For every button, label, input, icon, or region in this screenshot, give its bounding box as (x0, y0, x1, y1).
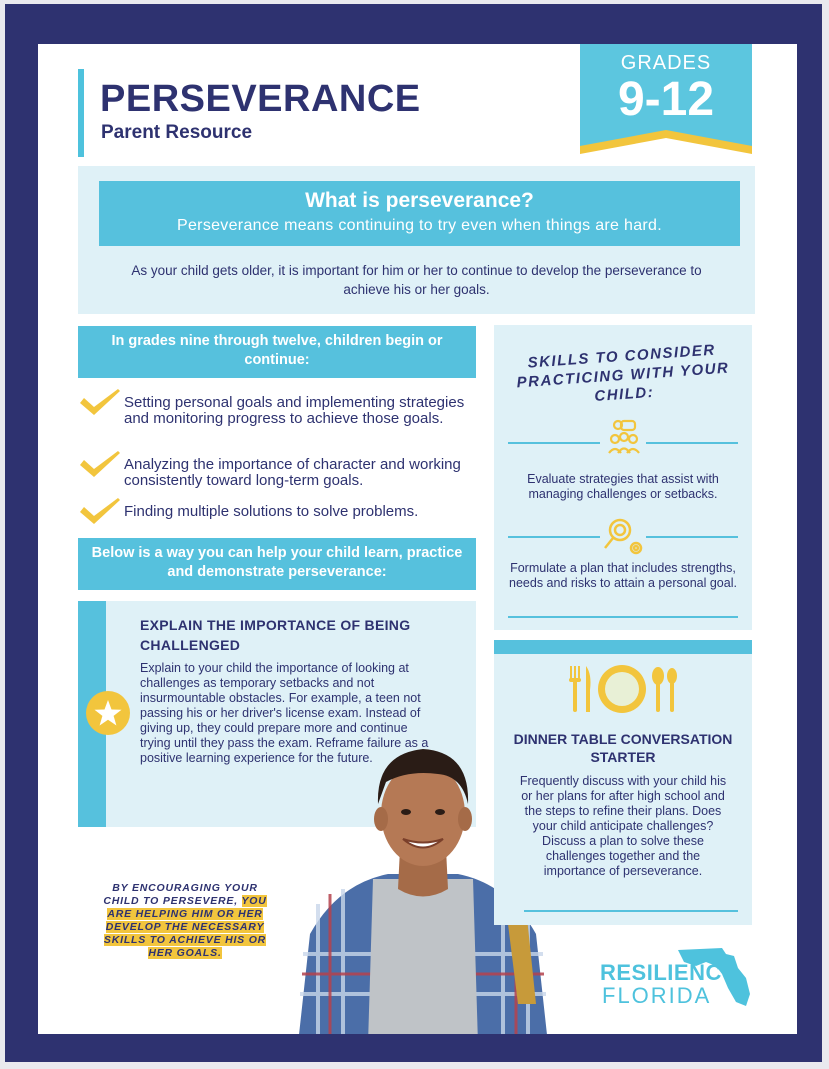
quote-highlighted-text: YOU ARE HELPING HIM OR HER DEVELOP THE NECESSARY SKILLS TO ACHIEVE HIS OR HER GOALS. (103, 895, 267, 959)
place-setting-icon (566, 664, 680, 714)
quote-plain-text: BY ENCOURAGING YOUR CHILD TO PERSEVERE, (103, 882, 258, 907)
skill-divider (508, 536, 600, 538)
skills-panel (494, 325, 752, 630)
skill-item-text: Evaluate strategies that assist with managing challenges or setbacks. (527, 472, 719, 501)
skill-divider (646, 442, 738, 444)
checkmark-icon (78, 498, 122, 528)
skills-heading: SKILLS TO CONSIDER PRACTICING WITH YOUR CHILD: (516, 341, 730, 406)
definition-text: Perseverance means continuing to try even when things are hard. (177, 217, 662, 234)
star-badge (86, 691, 130, 735)
help-section-heading: Below is a way you can help your child learn, practice and demonstrate perseverance: (78, 538, 476, 590)
magnifier-gear-icon (602, 514, 646, 558)
page-subtitle: Parent Resource (101, 122, 253, 143)
grades-label: GRADES (620, 52, 712, 74)
definition-heading-box (99, 181, 740, 246)
check-item-text: Finding multiple solutions to solve problems. (124, 503, 419, 520)
skill-divider (508, 442, 600, 444)
dinner-panel (494, 640, 752, 925)
check-item-text: Analyzing the importance of character and working consistently toward long-term goals. (124, 456, 461, 489)
dinner-panel-topbar (494, 640, 752, 654)
definition-body: As your child gets older, it is important for him or her to continue to develop the perseverance to achieve his or her goals. (131, 263, 702, 297)
logo-text-florida: FLORIDA (602, 983, 712, 1008)
people-group-icon (608, 419, 640, 459)
grades-ribbon (580, 44, 752, 154)
checkmark-icon (78, 451, 122, 481)
dinner-divider (524, 910, 738, 912)
explain-card-title: EXPLAIN THE IMPORTANCE OF BEING CHALLENGED (140, 617, 411, 653)
dinner-title: DINNER TABLE CONVERSATION STARTER (513, 731, 733, 765)
resiliency-florida-logo (598, 944, 768, 1014)
title-accent-bar (78, 69, 84, 157)
grades-range: 9-12 (617, 73, 715, 126)
page-title: PERSEVERANCE (100, 78, 421, 120)
skill-divider (646, 536, 738, 538)
definition-question: What is perseverance? (305, 189, 534, 212)
grades-section-heading: In grades nine through twelve, children begin or continue: (78, 326, 476, 378)
encouragement-quote (96, 882, 274, 960)
checkmark-icon (78, 389, 122, 419)
star-icon (86, 691, 130, 735)
flyer-page (38, 44, 797, 1034)
skill-item-text: Formulate a plan that includes strengths, needs and risks to attain a personal goal. (509, 561, 737, 590)
check-item-text: Setting personal goals and implementing strategies and monitoring progress to achieve those goals. (124, 394, 465, 427)
logo-text-resiliency: RESILIENCY (600, 960, 738, 985)
skill-divider (508, 616, 738, 618)
dinner-body: Frequently discuss with your child his or her plans for after high school and the steps to refine their plans. Does your child anticipate challenges? Discuss a plan to solve these challenges together and the importance of perseverance. (519, 774, 727, 878)
definition-panel (78, 166, 755, 314)
explain-card-body: Explain to your child the importance of looking at challenges as temporary setbacks and not insurmountable obstacles. For example, a teen not passing his or her driver's license exam. Instead of giving up, they could prepare more and continue trying until they pass the exam. Reframe failure as a positive learning experience for the future. (140, 661, 429, 765)
